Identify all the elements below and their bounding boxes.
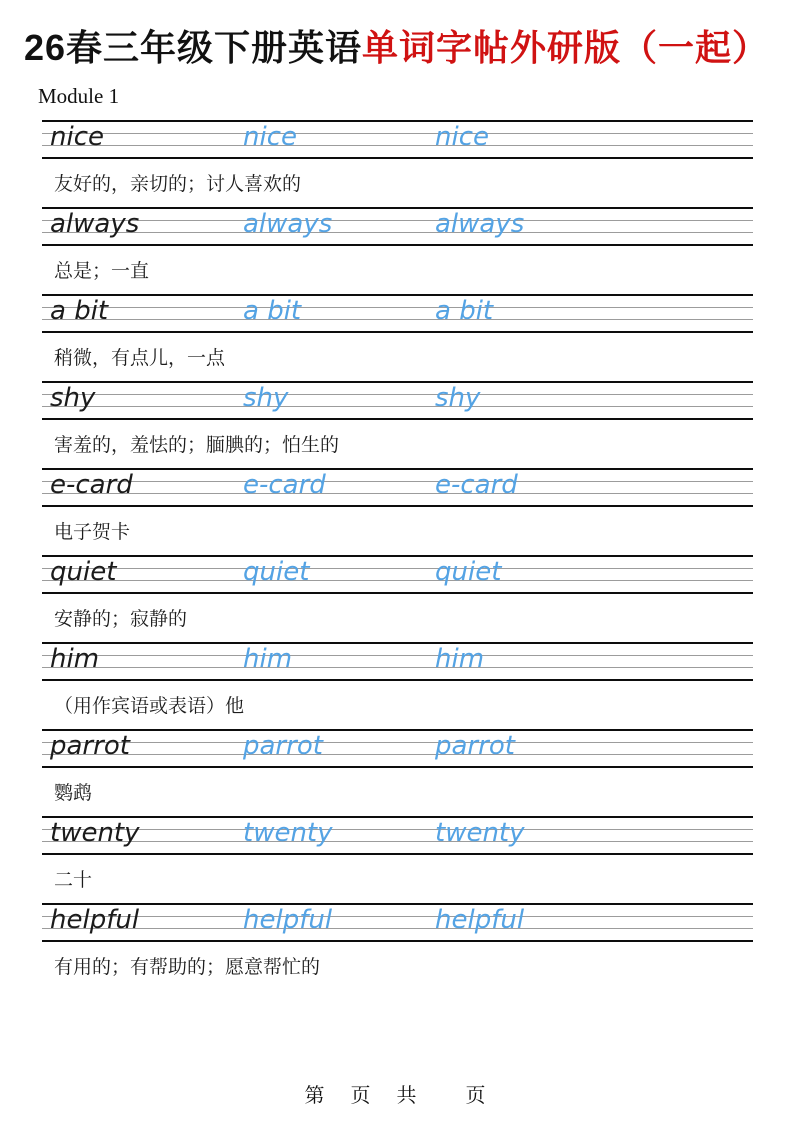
word-entry — [42, 555, 753, 630]
handwriting-guide — [42, 903, 753, 942]
word-trace-1: a bit — [243, 296, 302, 326]
word-text: a bit — [50, 296, 109, 326]
word-definition: 总是；一直 — [54, 260, 150, 282]
guide-midline-upper — [42, 220, 753, 221]
word-definition: 鹦鹉 — [54, 782, 93, 804]
word-entry — [42, 903, 753, 978]
word-text: nice — [50, 122, 104, 152]
guide-midline-upper — [42, 829, 753, 830]
guide-midline-upper — [42, 394, 753, 395]
guide-midline-lower — [42, 232, 753, 233]
handwriting-guide — [42, 294, 753, 333]
word-definition: 有用的；有帮助的；愿意帮忙的 — [54, 956, 321, 978]
page-title — [0, 26, 793, 70]
word-definition: 友好的，亲切的；讨人喜欢的 — [54, 173, 302, 195]
word-text: quiet — [50, 557, 117, 587]
guide-midline-lower — [42, 580, 753, 581]
guide-midline-lower — [42, 145, 753, 146]
word-trace-2: helpful — [435, 905, 525, 935]
handwriting-guide — [42, 120, 753, 159]
word-trace-2: twenty — [435, 818, 525, 848]
word-trace-2: him — [435, 644, 485, 674]
handwriting-guide — [42, 555, 753, 594]
handwriting-guide — [42, 729, 753, 768]
word-trace-1: e-card — [243, 470, 326, 500]
guide-midline-upper — [42, 133, 753, 134]
word-trace-2: always — [435, 209, 525, 239]
guide-midline-upper — [42, 916, 753, 917]
word-trace-2: nice — [435, 122, 489, 152]
module-label: Module 1 — [38, 84, 120, 108]
word-definition: 电子贺卡 — [54, 521, 131, 543]
guide-midline-lower — [42, 841, 753, 842]
word-definition: 安静的；寂静的 — [54, 608, 188, 630]
word-text: helpful — [50, 905, 140, 935]
guide-midline-lower — [42, 754, 753, 755]
word-text: parrot — [50, 731, 130, 761]
word-trace-2: e-card — [435, 470, 518, 500]
handwriting-guide — [42, 816, 753, 855]
word-trace-2: parrot — [435, 731, 515, 761]
word-list — [42, 120, 753, 978]
guide-midline-lower — [42, 493, 753, 494]
page-footer: 第 页 共 页 — [304, 1085, 489, 1107]
word-definition: 稍微，有点儿，一点 — [54, 347, 226, 369]
word-entry — [42, 120, 753, 195]
word-trace-1: parrot — [243, 731, 323, 761]
guide-midline-lower — [42, 406, 753, 407]
word-trace-1: helpful — [243, 905, 333, 935]
word-text: twenty — [50, 818, 140, 848]
handwriting-guide — [42, 381, 753, 420]
guide-midline-upper — [42, 307, 753, 308]
word-text: him — [50, 644, 100, 674]
word-trace-1: twenty — [243, 818, 333, 848]
handwriting-guide — [42, 642, 753, 681]
guide-midline-upper — [42, 742, 753, 743]
word-trace-2: quiet — [435, 557, 502, 587]
handwriting-guide — [42, 468, 753, 507]
guide-midline-upper — [42, 568, 753, 569]
word-trace-2: a bit — [435, 296, 494, 326]
word-entry — [42, 207, 753, 282]
word-trace-1: him — [243, 644, 293, 674]
word-definition: 害羞的，羞怯的；腼腆的；怕生的 — [54, 434, 340, 456]
word-definition: 二十 — [54, 869, 93, 891]
guide-midline-lower — [42, 319, 753, 320]
word-entry — [42, 729, 753, 804]
word-definition: （用作宾语或表语）他 — [54, 695, 245, 717]
word-entry — [42, 381, 753, 456]
word-trace-1: quiet — [243, 557, 310, 587]
word-entry — [42, 294, 753, 369]
word-text: always — [50, 209, 140, 239]
guide-midline-upper — [42, 655, 753, 656]
word-trace-2: shy — [435, 383, 481, 413]
word-text: e-card — [50, 470, 133, 500]
word-entry — [42, 468, 753, 543]
word-trace-1: shy — [243, 383, 289, 413]
handwriting-guide — [42, 207, 753, 246]
word-trace-1: always — [243, 209, 333, 239]
page-title-red: 单词字帖外研版（一起） — [362, 27, 770, 68]
page-title-black: 26春三年级下册英语 — [23, 27, 363, 68]
word-trace-1: nice — [243, 122, 297, 152]
word-entry — [42, 816, 753, 891]
guide-midline-lower — [42, 667, 753, 668]
word-entry — [42, 642, 753, 717]
word-text: shy — [50, 383, 96, 413]
guide-midline-lower — [42, 928, 753, 929]
guide-midline-upper — [42, 481, 753, 482]
